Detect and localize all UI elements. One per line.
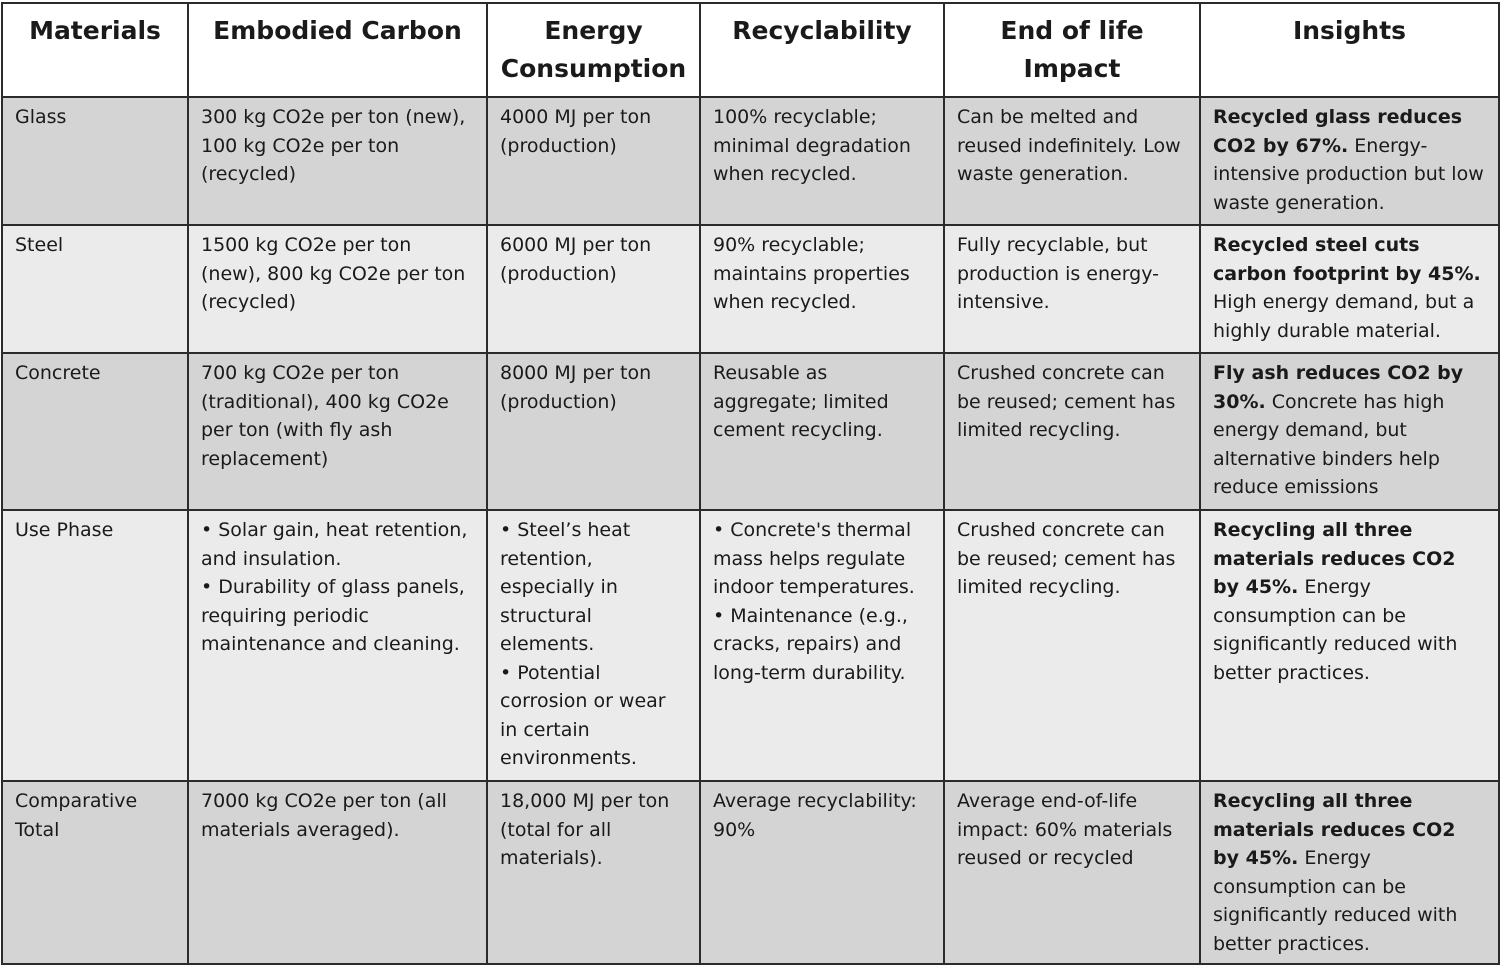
energy-cell: 8000 MJ per ton (production)	[487, 353, 700, 510]
energy-cell: 18,000 MJ per ton (total for all materials).	[487, 781, 700, 964]
bullet-item: • Concrete's thermal mass helps regulate indoor temperatures.	[713, 519, 915, 598]
insight-cell	[1200, 510, 1499, 781]
bullet-item: • Maintenance (e.g., cracks, repairs) and long-term durability.	[713, 604, 908, 684]
insight-cell	[1200, 781, 1499, 964]
material-label: Use Phase	[2, 510, 188, 781]
header-insights: Insights	[1200, 3, 1499, 97]
material-label: Comparative Total	[2, 781, 188, 964]
insight-text: Concrete has high energy demand, but alternative binders help reduce emissions	[1213, 390, 1445, 498]
insight-cell	[1200, 97, 1499, 225]
end-of-life-cell: Can be melted and reused indefinitely. Low waste generation.	[944, 97, 1200, 225]
end-of-life-cell: Crushed concrete can be reused; cement has limited recycling.	[944, 510, 1200, 781]
insight-highlight: Fly ash reduces CO2 by 30%.	[1213, 362, 1464, 413]
insight-highlight: Recycling all three materials reduces CO2 by 45%.	[1213, 519, 1456, 598]
header-materials: Materials	[2, 3, 188, 97]
embodied-carbon-cell	[188, 510, 487, 781]
end-of-life-cell: Fully recyclable, but production is energy-intensive.	[944, 225, 1200, 353]
energy-cell: 4000 MJ per ton (production)	[487, 97, 700, 225]
header-row	[2, 3, 1499, 97]
header-energy-consumption: Energy Consumption	[487, 3, 700, 97]
bullet-item: • Steel’s heat retention, especially in structural elements.	[500, 519, 631, 655]
end-of-life-cell: Average end-of-life impact: 60% materials reused or recycled	[944, 781, 1200, 964]
end-of-life-cell: Crushed concrete can be reused; cement has limited recycling.	[944, 353, 1200, 510]
bullet-item: • Solar gain, heat retention, and insulation.	[201, 519, 468, 570]
insight-highlight: Recycled glass reduces CO2 by 67%.	[1213, 106, 1463, 157]
insight-text: High energy demand, but a highly durable material.	[1213, 291, 1475, 342]
material-label: Concrete	[2, 353, 188, 510]
header-recyclability: Recyclability	[700, 3, 944, 97]
row-steel	[2, 225, 1499, 353]
insight-text: Energy consumption can be significantly reduced with better practices.	[1213, 576, 1458, 684]
recyclability-cell: 100% recyclable; minimal degradation when recycled.	[700, 97, 944, 225]
recyclability-cell: Reusable as aggregate; limited cement recycling.	[700, 353, 944, 510]
row-glass	[2, 97, 1499, 225]
embodied-carbon-cell: 1500 kg CO2e per ton (new), 800 kg CO2e per ton (recycled)	[188, 225, 487, 353]
row-comparative-total	[2, 781, 1499, 964]
embodied-carbon-cell: 7000 kg CO2e per ton (all materials averaged).	[188, 781, 487, 964]
insight-highlight: Recycled steel cuts carbon footprint by 45%.	[1213, 234, 1481, 285]
recyclability-cell	[700, 510, 944, 781]
material-label: Glass	[2, 97, 188, 225]
insight-cell	[1200, 353, 1499, 510]
insight-highlight: Recycling all three materials reduces CO2 by 45%.	[1213, 790, 1456, 869]
embodied-carbon-cell: 700 kg CO2e per ton (traditional), 400 kg CO2e per ton (with fly ash replacement)	[188, 353, 487, 510]
row-use-phase	[2, 510, 1499, 781]
insight-cell	[1200, 225, 1499, 353]
material-label: Steel	[2, 225, 188, 353]
recyclability-cell: Average recyclability: 90%	[700, 781, 944, 964]
bullet-item: • Durability of glass panels, requiring periodic maintenance and cleaning.	[201, 576, 465, 655]
insight-text: Energy-intensive production but low waste generation.	[1213, 134, 1484, 214]
materials-comparison-table	[1, 2, 1500, 965]
header-embodied-carbon: Embodied Carbon	[188, 3, 487, 97]
energy-cell	[487, 510, 700, 781]
header-end-of-life-impact: End of life Impact	[944, 3, 1200, 97]
row-concrete	[2, 353, 1499, 510]
insight-text: Energy consumption can be significantly reduced with better practices.	[1213, 847, 1458, 955]
recyclability-cell: 90% recyclable; maintains properties when recycled.	[700, 225, 944, 353]
embodied-carbon-cell: 300 kg CO2e per ton (new), 100 kg CO2e per ton (recycled)	[188, 97, 487, 225]
bullet-item: • Potential corrosion or wear in certain environments.	[500, 661, 666, 769]
energy-cell: 6000 MJ per ton (production)	[487, 225, 700, 353]
